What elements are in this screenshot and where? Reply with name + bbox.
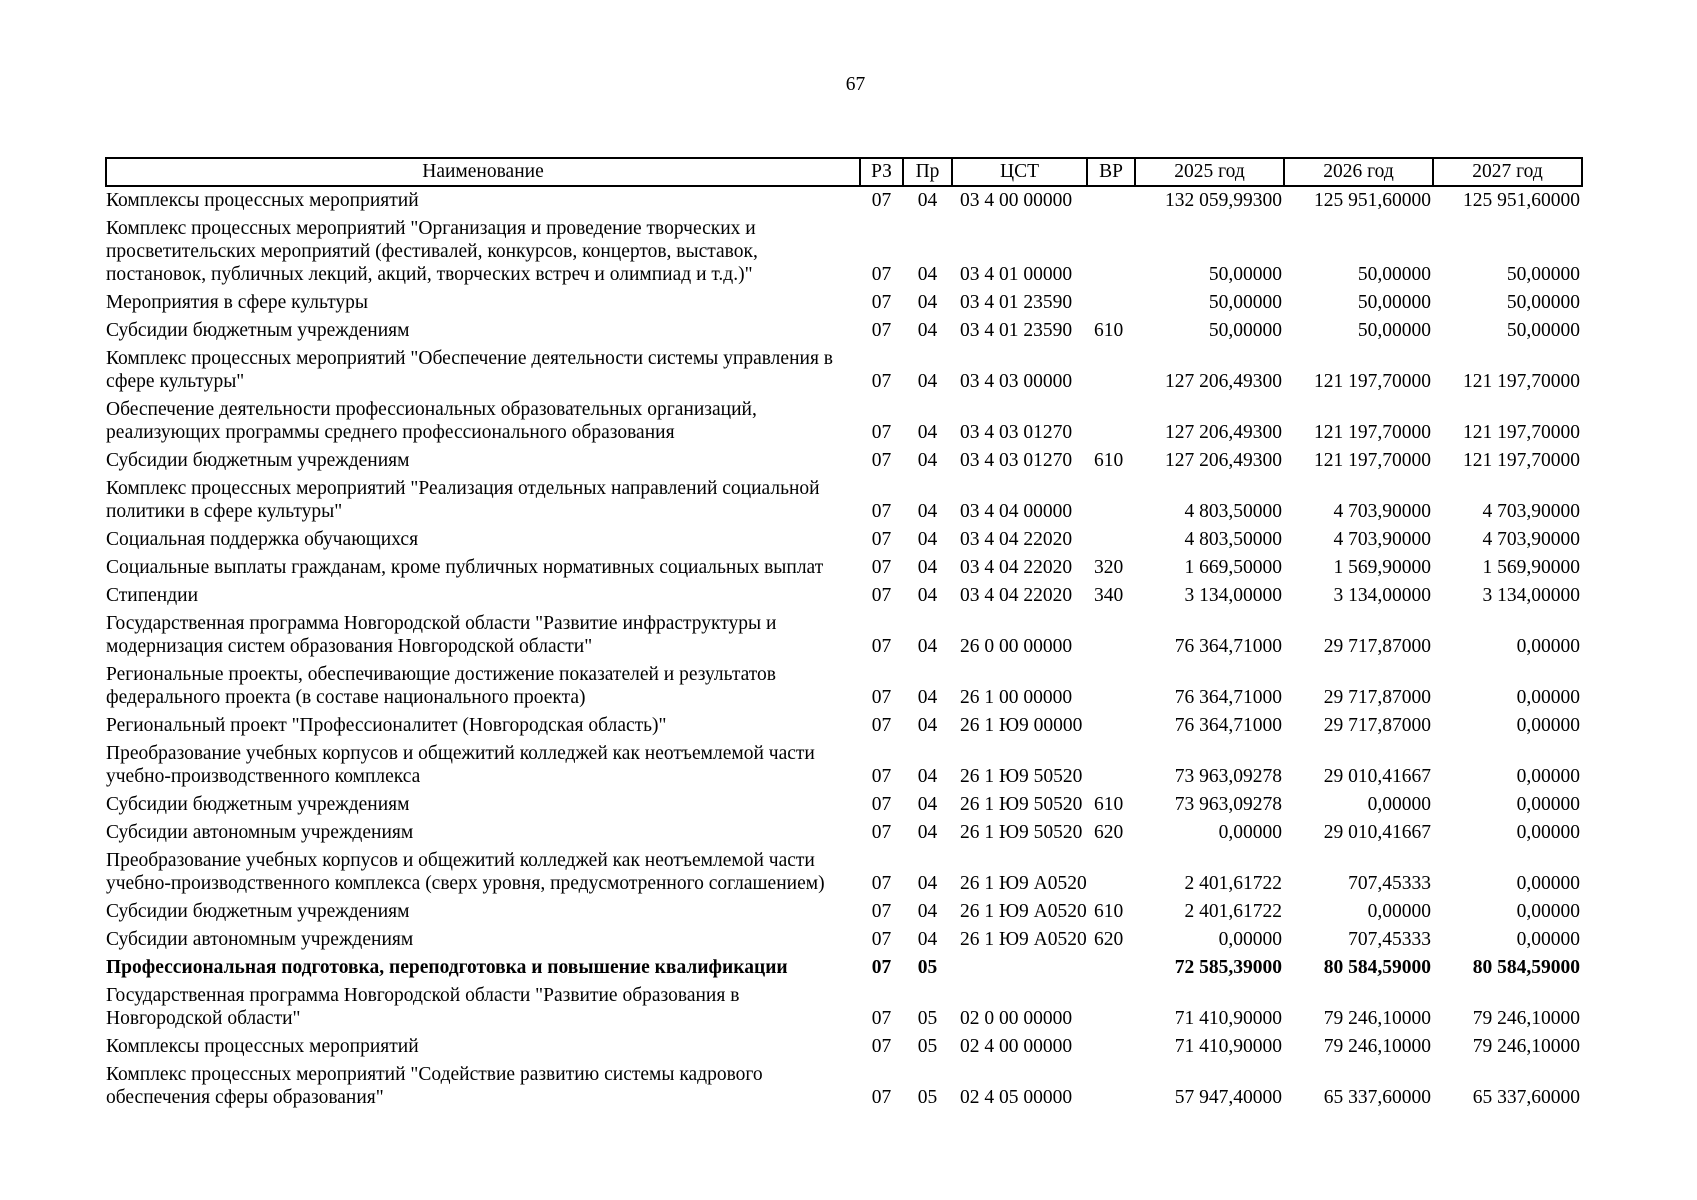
- cell-name: Субсидии бюджетным учреждениям: [106, 901, 410, 922]
- header-cst: ЦСТ: [952, 158, 1087, 186]
- cell-cst: 03 4 01 23590: [960, 320, 1073, 341]
- cell-name: Государственная программа Новгородской области "Развитие инфраструктуры и модернизация систем образования Новгородской области": [106, 613, 777, 657]
- cell-rz: 07: [871, 794, 892, 815]
- cell-vr: [1087, 1033, 1135, 1061]
- cell-2026: 79 246,10000: [1323, 1008, 1431, 1029]
- table-row: [106, 289, 1582, 317]
- table-row: [106, 926, 1582, 954]
- cell-vr: [1087, 345, 1135, 396]
- cell-2025: 71 410,90000: [1174, 1036, 1282, 1057]
- header-rz: РЗ: [860, 158, 903, 186]
- cell-pr: 04: [917, 901, 938, 922]
- cell-cst: 03 4 03 00000: [960, 371, 1073, 392]
- cell-2026: 3 134,00000: [1333, 585, 1431, 606]
- cell-2025: 127 206,49300: [1165, 450, 1282, 471]
- cell-name: Региональные проекты, обеспечивающие достижение показателей и результатов федерального проекта (в составе национального проекта): [106, 664, 776, 708]
- cell-rz: 07: [871, 1036, 892, 1057]
- cell-pr: 05: [917, 957, 938, 978]
- cell-2027: 0,00000: [1516, 929, 1580, 950]
- cell-2027: 0,00000: [1516, 901, 1580, 922]
- cell-rz: 07: [871, 636, 892, 657]
- cell-2027: 0,00000: [1516, 794, 1580, 815]
- cell-2025: 50,00000: [1208, 292, 1282, 313]
- cell-rz: 07: [871, 929, 892, 950]
- cell-2026: 4 703,90000: [1333, 501, 1431, 522]
- cell-name: Социальные выплаты гражданам, кроме публичных нормативных социальных выплат: [106, 557, 824, 578]
- cell-cst: 26 1 Ю9 А0520: [960, 901, 1087, 922]
- table-row: [106, 526, 1582, 554]
- cell-vr: [1087, 740, 1135, 791]
- cell-pr: 04: [917, 766, 938, 787]
- cell-cst: 26 0 00 00000: [960, 636, 1073, 657]
- cell-cst: 02 4 05 00000: [960, 1087, 1073, 1108]
- cell-2026: 29 717,87000: [1323, 636, 1431, 657]
- cell-2027: 121 197,70000: [1463, 371, 1580, 392]
- cell-rz: 07: [871, 557, 892, 578]
- cell-pr: 04: [917, 320, 938, 341]
- cell-2026: 29 717,87000: [1323, 715, 1431, 736]
- table-row: [106, 610, 1582, 661]
- cell-2026: 29 717,87000: [1323, 687, 1431, 708]
- table-row: [106, 345, 1582, 396]
- cell-pr: 04: [917, 557, 938, 578]
- cell-2025: 4 803,50000: [1184, 501, 1282, 522]
- cell-name: Субсидии бюджетным учреждениям: [106, 320, 410, 341]
- table-row: [106, 186, 1582, 215]
- cell-pr: 04: [917, 687, 938, 708]
- cell-cst: 26 1 Ю9 А0520: [960, 929, 1087, 950]
- cell-name: Субсидии бюджетным учреждениям: [106, 794, 410, 815]
- cell-rz: 07: [871, 529, 892, 550]
- cell-vr: 620: [1094, 822, 1124, 843]
- cell-pr: 04: [917, 715, 938, 736]
- cell-2025: 73 963,09278: [1174, 794, 1282, 815]
- cell-vr: [1087, 954, 1135, 982]
- cell-2026: 125 951,60000: [1314, 190, 1431, 211]
- table-row: [106, 1061, 1582, 1112]
- cell-pr: 04: [917, 292, 938, 313]
- cell-rz: 07: [871, 450, 892, 471]
- cell-vr: 340: [1094, 585, 1124, 606]
- cell-2027: 4 703,90000: [1482, 501, 1580, 522]
- header-2026: 2026 год: [1284, 158, 1433, 186]
- cell-vr: 610: [1094, 320, 1124, 341]
- cell-2025: 76 364,71000: [1174, 636, 1282, 657]
- table-row: [106, 554, 1582, 582]
- table-body: [106, 186, 1582, 1112]
- cell-name: Комплекс процессных мероприятий "Реализация отдельных направлений социальной политики в сфере культуры": [106, 478, 820, 522]
- cell-rz: 07: [871, 766, 892, 787]
- cell-pr: 04: [917, 450, 938, 471]
- cell-2026: 121 197,70000: [1314, 422, 1431, 443]
- cell-cst: 03 4 01 23590: [960, 292, 1073, 313]
- cell-name: Региональный проект "Профессионалитет (Новгородская область)": [106, 715, 667, 736]
- cell-2027: 79 246,10000: [1472, 1036, 1580, 1057]
- table-row: [106, 317, 1582, 345]
- cell-vr: [1087, 215, 1135, 289]
- cell-2025: 2 401,61722: [1184, 901, 1282, 922]
- cell-2027: 0,00000: [1516, 873, 1580, 894]
- cell-rz: 07: [871, 822, 892, 843]
- cell-name: Преобразование учебных корпусов и общежитий колледжей как неотъемлемой части учебно-производственного комплекса (сверх уровня, предусмотренного соглашением): [106, 850, 825, 894]
- cell-vr: 320: [1094, 557, 1124, 578]
- cell-2026: 1 569,90000: [1333, 557, 1431, 578]
- cell-vr: [1087, 475, 1135, 526]
- cell-rz: 07: [871, 501, 892, 522]
- cell-2026: 0,00000: [1367, 901, 1431, 922]
- cell-vr: [1087, 396, 1135, 447]
- table-row: [106, 847, 1582, 898]
- cell-2026: 50,00000: [1357, 320, 1431, 341]
- cell-2027: 4 703,90000: [1482, 529, 1580, 550]
- cell-2027: 3 134,00000: [1482, 585, 1580, 606]
- cell-2027: 50,00000: [1506, 320, 1580, 341]
- cell-name: Стипендии: [106, 585, 199, 606]
- cell-2026: 121 197,70000: [1314, 450, 1431, 471]
- budget-table: [105, 157, 1583, 1112]
- cell-2025: 71 410,90000: [1174, 1008, 1282, 1029]
- cell-name: Комплексы процессных мероприятий: [106, 190, 419, 211]
- cell-2026: 80 584,59000: [1323, 957, 1431, 978]
- cell-2027: 0,00000: [1516, 766, 1580, 787]
- cell-2027: 1 569,90000: [1482, 557, 1580, 578]
- cell-name: Обеспечение деятельности профессиональных образовательных организаций, реализующих программы среднего профессионального образования: [106, 399, 757, 443]
- cell-2026: 29 010,41667: [1323, 766, 1431, 787]
- cell-2025: 2 401,61722: [1184, 873, 1282, 894]
- cell-name: Преобразование учебных корпусов и общежитий колледжей как неотъемлемой части учебно-производственного комплекса: [106, 743, 815, 787]
- cell-2026: 65 337,60000: [1323, 1087, 1431, 1108]
- page-number: 67: [845, 74, 866, 95]
- cell-2025: 76 364,71000: [1174, 715, 1282, 736]
- cell-vr: 610: [1094, 450, 1124, 471]
- table-row: [106, 447, 1582, 475]
- table-row: [106, 954, 1582, 982]
- cell-2027: 121 197,70000: [1463, 422, 1580, 443]
- header-pr: Пр: [903, 158, 952, 186]
- cell-name: Комплекс процессных мероприятий "Содействие развитию системы кадрового обеспечения сферы образования": [106, 1064, 763, 1108]
- cell-rz: 07: [871, 371, 892, 392]
- cell-rz: 07: [871, 1008, 892, 1029]
- cell-2025: 57 947,40000: [1174, 1087, 1282, 1108]
- cell-2027: 50,00000: [1506, 292, 1580, 313]
- cell-pr: 04: [917, 822, 938, 843]
- cell-cst: 26 1 Ю9 50520: [960, 794, 1083, 815]
- cell-rz: 07: [871, 1087, 892, 1108]
- cell-2027: 0,00000: [1516, 822, 1580, 843]
- cell-pr: 04: [917, 190, 938, 211]
- header-vr: ВР: [1087, 158, 1135, 186]
- table-row: [106, 898, 1582, 926]
- cell-name: Комплексы процессных мероприятий: [106, 1036, 419, 1057]
- cell-name: Государственная программа Новгородской области "Развитие образования в Новгородской области": [106, 985, 740, 1029]
- cell-vr: [1087, 289, 1135, 317]
- table-row: [106, 1033, 1582, 1061]
- cell-name: Субсидии бюджетным учреждениям: [106, 450, 410, 471]
- cell-vr: [1087, 186, 1135, 215]
- cell-cst: 02 4 00 00000: [960, 1036, 1073, 1057]
- cell-2025: 0,00000: [1218, 822, 1282, 843]
- cell-pr: 04: [917, 501, 938, 522]
- cell-2025: 73 963,09278: [1174, 766, 1282, 787]
- cell-vr: [1087, 847, 1135, 898]
- cell-cst: 03 4 04 22020: [960, 585, 1073, 606]
- cell-2026: 121 197,70000: [1314, 371, 1431, 392]
- cell-cst: 26 1 Ю9 00000: [960, 715, 1083, 736]
- cell-pr: 05: [917, 1036, 938, 1057]
- cell-name: Субсидии автономным учреждениям: [106, 929, 414, 950]
- cell-2027: 79 246,10000: [1472, 1008, 1580, 1029]
- cell-rz: 07: [871, 320, 892, 341]
- cell-pr: 05: [917, 1008, 938, 1029]
- cell-name: Субсидии автономным учреждениям: [106, 822, 414, 843]
- table-row: [106, 475, 1582, 526]
- cell-name: Комплекс процессных мероприятий "Организация и проведение творческих и просветительских мероприятий (фестивалей, конкурсов, концертов, выставок, постановок, публичных лекций, акций, творческих встреч и олимпиад и т.д.)": [106, 218, 758, 285]
- cell-2025: 50,00000: [1208, 320, 1282, 341]
- table-row: [106, 661, 1582, 712]
- cell-pr: 04: [917, 873, 938, 894]
- cell-name: Мероприятия в сфере культуры: [106, 292, 369, 313]
- cell-name: Социальная поддержка обучающихся: [106, 529, 419, 550]
- cell-cst: 03 4 04 22020: [960, 557, 1073, 578]
- cell-pr: 04: [917, 585, 938, 606]
- table-row: [106, 215, 1582, 289]
- cell-2025: 72 585,39000: [1174, 957, 1282, 978]
- cell-2025: 0,00000: [1218, 929, 1282, 950]
- cell-2026: 79 246,10000: [1323, 1036, 1431, 1057]
- cell-rz: 07: [871, 585, 892, 606]
- cell-2027: 50,00000: [1506, 264, 1580, 285]
- cell-2027: 0,00000: [1516, 636, 1580, 657]
- cell-cst: 03 4 04 22020: [960, 529, 1073, 550]
- cell-cst: 02 0 00 00000: [960, 1008, 1073, 1029]
- table-row: [106, 712, 1582, 740]
- cell-cst: 26 1 00 00000: [960, 687, 1073, 708]
- table-row: [106, 791, 1582, 819]
- table-row: [106, 396, 1582, 447]
- cell-rz: 07: [871, 715, 892, 736]
- cell-cst: 26 1 Ю9 А0520: [960, 873, 1087, 894]
- cell-2025: 50,00000: [1208, 264, 1282, 285]
- cell-2027: 0,00000: [1516, 687, 1580, 708]
- cell-pr: 04: [917, 794, 938, 815]
- cell-2025: 127 206,49300: [1165, 422, 1282, 443]
- cell-2026: 0,00000: [1367, 794, 1431, 815]
- cell-pr: 04: [917, 529, 938, 550]
- cell-rz: 07: [871, 190, 892, 211]
- table-row: [106, 982, 1582, 1033]
- header-2027: 2027 год: [1433, 158, 1582, 186]
- cell-2027: 80 584,59000: [1472, 957, 1580, 978]
- cell-pr: 04: [917, 929, 938, 950]
- cell-2026: 50,00000: [1357, 292, 1431, 313]
- table-row: [106, 740, 1582, 791]
- cell-vr: 610: [1094, 794, 1124, 815]
- cell-cst: 03 4 03 01270: [960, 450, 1073, 471]
- cell-cst: 03 4 01 00000: [960, 264, 1073, 285]
- cell-rz: 07: [871, 292, 892, 313]
- cell-name: Комплекс процессных мероприятий "Обеспечение деятельности системы управления в сфере культуры": [106, 348, 833, 392]
- cell-cst: 26 1 Ю9 50520: [960, 766, 1083, 787]
- cell-name: Профессиональная подготовка, переподготовка и повышение квалификации: [106, 957, 788, 978]
- cell-vr: 610: [1094, 901, 1124, 922]
- cell-cst: [952, 954, 1087, 982]
- cell-2026: 50,00000: [1357, 264, 1431, 285]
- cell-rz: 07: [871, 957, 892, 978]
- cell-vr: 620: [1094, 929, 1124, 950]
- table-row: [106, 819, 1582, 847]
- table-header: [106, 158, 1582, 186]
- cell-2025: 4 803,50000: [1184, 529, 1282, 550]
- cell-pr: 04: [917, 636, 938, 657]
- cell-2025: 3 134,00000: [1184, 585, 1282, 606]
- cell-2025: 76 364,71000: [1174, 687, 1282, 708]
- cell-2027: 121 197,70000: [1463, 450, 1580, 471]
- cell-rz: 07: [871, 422, 892, 443]
- cell-vr: [1087, 712, 1135, 740]
- cell-rz: 07: [871, 873, 892, 894]
- cell-pr: 04: [917, 422, 938, 443]
- cell-2027: 125 951,60000: [1463, 190, 1580, 211]
- cell-pr: 04: [917, 371, 938, 392]
- cell-2026: 29 010,41667: [1323, 822, 1431, 843]
- cell-2026: 707,45333: [1348, 929, 1431, 950]
- cell-2025: 132 059,99300: [1165, 190, 1282, 211]
- cell-rz: 07: [871, 264, 892, 285]
- cell-pr: 04: [917, 264, 938, 285]
- cell-cst: 03 4 03 01270: [960, 422, 1073, 443]
- cell-2026: 4 703,90000: [1333, 529, 1431, 550]
- cell-vr: [1087, 610, 1135, 661]
- header-name: Наименование: [106, 158, 860, 186]
- cell-pr: 05: [917, 1087, 938, 1108]
- cell-2027: 65 337,60000: [1472, 1087, 1580, 1108]
- cell-rz: 07: [871, 901, 892, 922]
- cell-cst: 26 1 Ю9 50520: [960, 822, 1083, 843]
- cell-2026: 707,45333: [1348, 873, 1431, 894]
- table-row: [106, 582, 1582, 610]
- cell-vr: [1087, 526, 1135, 554]
- cell-vr: [1087, 661, 1135, 712]
- cell-rz: 07: [871, 687, 892, 708]
- header-2025: 2025 год: [1135, 158, 1284, 186]
- cell-2025: 127 206,49300: [1165, 371, 1282, 392]
- cell-2027: 0,00000: [1516, 715, 1580, 736]
- cell-vr: [1087, 982, 1135, 1033]
- cell-vr: [1087, 1061, 1135, 1112]
- cell-cst: 03 4 04 00000: [960, 501, 1073, 522]
- cell-cst: 03 4 00 00000: [960, 190, 1073, 211]
- cell-2025: 1 669,50000: [1184, 557, 1282, 578]
